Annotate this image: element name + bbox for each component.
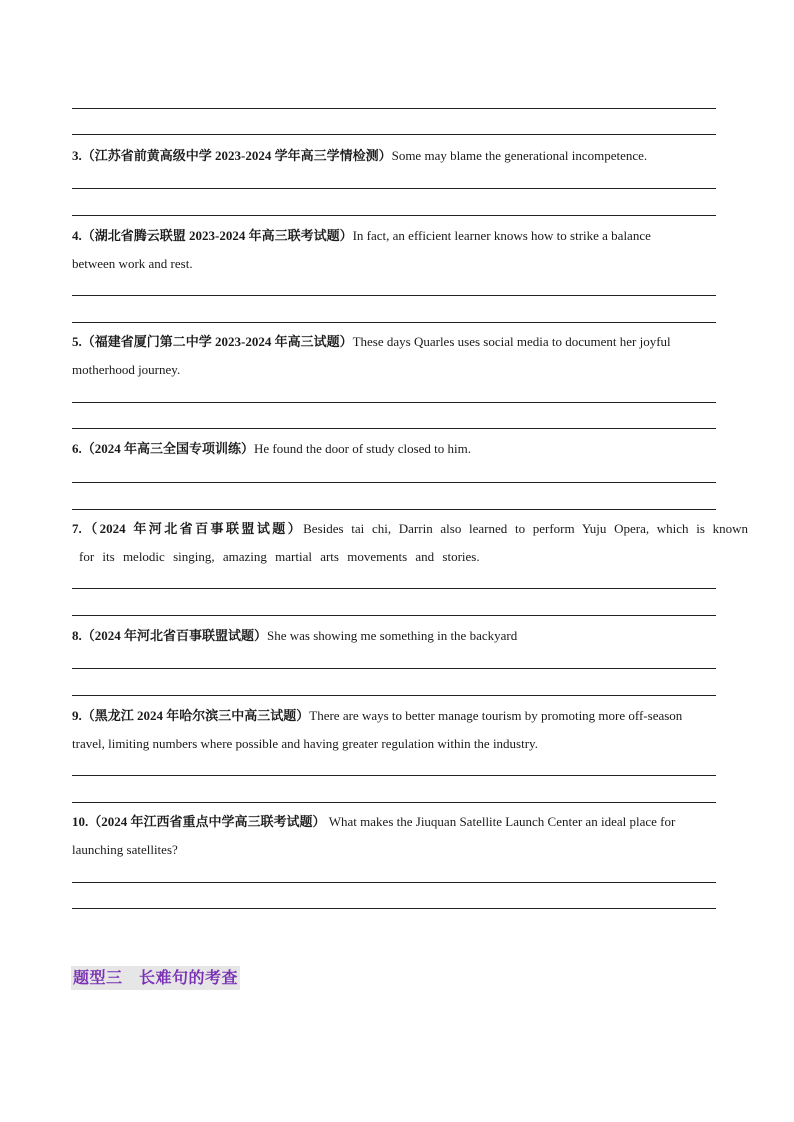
answer-line[interactable] — [72, 482, 716, 483]
answer-line[interactable] — [72, 802, 716, 803]
question-number: 6. — [72, 441, 82, 456]
question-8 — [72, 622, 724, 650]
question-7 — [72, 515, 748, 543]
question-text: He found the door of study closed to him. — [254, 441, 472, 456]
question-number: 8. — [72, 628, 82, 643]
answer-line[interactable] — [72, 908, 716, 909]
question-6 — [72, 435, 724, 463]
question-text: Besides tai chi, Darrin also learned to perform Yuju Opera, which is known — [303, 521, 748, 536]
question-source: （福建省厦门第二中学 2023-2024 年高三试题） — [81, 334, 353, 349]
answer-line[interactable] — [72, 295, 716, 296]
question-text-continued: between work and rest. — [72, 256, 193, 271]
question-source: （湖北省腾云联盟 2023-2024 年高三联考试题） — [81, 228, 353, 243]
question-text-continued: travel, limiting numbers where possible and having greater regulation within the industry. — [72, 736, 538, 751]
answer-line[interactable] — [72, 509, 716, 510]
question-source: （江苏省前黄高级中学 2023-2024 学年高三学情检测） — [81, 148, 392, 163]
question-5 — [72, 328, 724, 356]
question-number: 5. — [72, 334, 82, 349]
question-text-continued: launching satellites? — [72, 842, 178, 857]
question-text: These days Quarles uses social media to document her joyful — [352, 334, 671, 349]
question-number: 10. — [72, 814, 89, 829]
question-text-continued: motherhood journey. — [72, 362, 181, 377]
question-text: There are ways to better manage tourism by promoting more off-season — [309, 708, 683, 723]
answer-line[interactable] — [72, 215, 716, 216]
question-source: （2024 年高三全国专项训练） — [81, 441, 255, 456]
question-text: In fact, an efficient learner knows how to strike a balance — [352, 228, 651, 243]
answer-line[interactable] — [72, 402, 716, 403]
answer-line[interactable] — [72, 322, 716, 323]
question-number: 7. — [72, 521, 82, 536]
question-source: （2024 年江西省重点中学高三联考试题） — [88, 814, 326, 829]
answer-line[interactable] — [72, 695, 716, 696]
question-source: （2024 年河北省百事联盟试题） — [81, 628, 268, 643]
question-text: She was showing me something in the backyard — [267, 628, 518, 643]
section-heading: 题型三 长难句的考查 — [71, 966, 240, 990]
answer-line[interactable] — [72, 588, 716, 589]
answer-line[interactable] — [72, 108, 716, 109]
answer-line[interactable] — [72, 428, 716, 429]
question-number: 4. — [72, 228, 82, 243]
question-number: 3. — [72, 148, 82, 163]
question-4 — [72, 222, 724, 250]
answer-line[interactable] — [72, 615, 716, 616]
question-9 — [72, 702, 724, 730]
question-text: What makes the Jiuquan Satellite Launch Center an ideal place for — [325, 814, 676, 829]
question-source: （2024 年河北省百事联盟试题） — [81, 521, 304, 536]
question-text-continued: for its melodic singing, amazing martial arts movements and stories. — [79, 549, 480, 564]
question-3 — [72, 142, 724, 170]
answer-line[interactable] — [72, 188, 716, 189]
answer-line[interactable] — [72, 775, 716, 776]
answer-line[interactable] — [72, 668, 716, 669]
question-text: Some may blame the generational incompetence. — [391, 148, 648, 163]
question-number: 9. — [72, 708, 82, 723]
answer-line[interactable] — [72, 882, 716, 883]
answer-line[interactable] — [72, 134, 716, 135]
question-source: （黑龙江 2024 年哈尔滨三中高三试题） — [81, 708, 310, 723]
question-10 — [72, 808, 724, 836]
